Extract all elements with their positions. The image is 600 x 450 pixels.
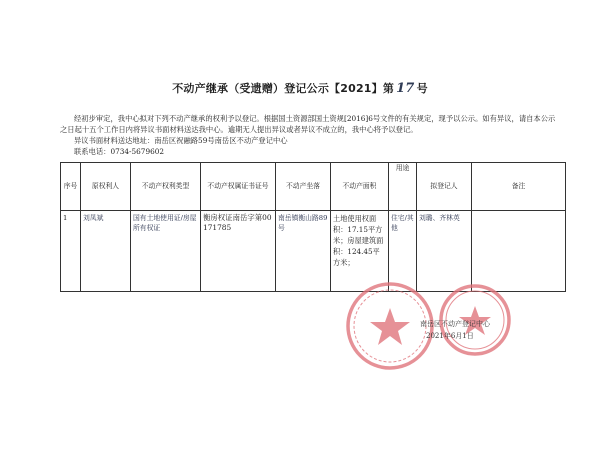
notice-paragraph-main: 经初步审定，我中心拟对下列不动产继承的权利予以登记。根据国土资源部国土资规[2016]6号文件的有关规定，现予以公示。如有异议，请自本公示之日起十五个工作日内将异议书面材料送达我中心。逾期无人提出异议或者异议不成立的，我中心将予以登记。 <box>60 114 556 134</box>
header-use: 用途 <box>389 163 417 211</box>
cell-no: 1 <box>61 211 81 292</box>
cell-cert-no: 衡房权证南岳字第00171785 <box>201 211 276 292</box>
header-registrant: 拟登记人 <box>417 163 472 211</box>
header-location: 不动产坐落 <box>276 163 331 211</box>
title-left: 不动产继承（受遗赠）登记公示【2021】第 <box>172 82 395 95</box>
title-number: 17 <box>396 81 415 96</box>
cell-area: 土地使用权面积：17.15平方米；房屋建筑面积：124.45平方米； <box>331 211 389 292</box>
objection-address: 异议书面材料送达地址：南岳区祝融路59号南岳区不动产登记中心 <box>74 136 288 145</box>
signoff-org: 南岳区不动产登记中心 <box>420 320 490 328</box>
signoff <box>420 318 490 342</box>
registration-table <box>60 162 566 292</box>
cell-owner: 刘凤斌 <box>81 211 131 292</box>
cell-use: 住宅/其他 <box>389 211 417 292</box>
cell-right-type: 国有土地使用证/房屋所有权证 <box>131 211 201 292</box>
contact-phone: 联系电话：0734-5679602 <box>74 147 165 156</box>
title-right: 号 <box>416 82 428 95</box>
cell-registrant: 刘璐、齐林英 <box>417 211 472 292</box>
signoff-date: 2021年6月1日 <box>426 332 474 340</box>
header-right-type: 不动产权利类型 <box>131 163 201 211</box>
header-owner: 原权利人 <box>81 163 131 211</box>
cell-location: 南岳镇衡山路89号 <box>276 211 331 292</box>
header-no: 序号 <box>61 163 81 211</box>
table-header-row <box>61 163 566 211</box>
header-remark: 备注 <box>472 163 566 211</box>
header-cert-no: 不动产权属证书证号 <box>201 163 276 211</box>
header-area: 不动产面积 <box>331 163 389 211</box>
notice-title <box>0 80 600 96</box>
notice-body <box>60 113 560 157</box>
